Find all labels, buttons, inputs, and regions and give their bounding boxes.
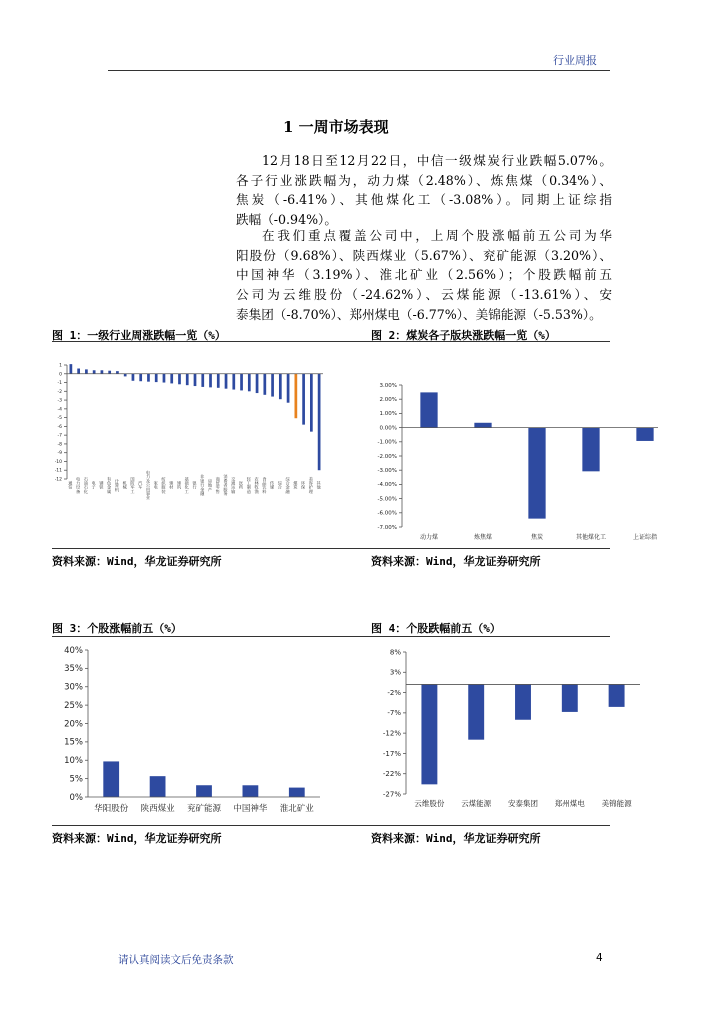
bar	[77, 369, 80, 374]
y-tick-label: 0	[59, 372, 62, 378]
bar	[201, 374, 204, 387]
figure-row-1-bottom-rule	[52, 548, 610, 549]
y-tick-label: 30%	[64, 682, 83, 693]
bar	[515, 684, 531, 719]
figure-1-title: 图 1：一级行业周涨跌幅一览（%）	[52, 329, 226, 342]
figure-4-title: 图 4：个股跌幅前五（%）	[371, 622, 501, 635]
y-tick-label: -17%	[382, 749, 401, 758]
y-tick-label: -22%	[382, 770, 401, 779]
paragraph-line: 公司为云维股份（-24.62%）、云煤能源（-13.61%）、安	[236, 287, 612, 303]
bar	[232, 374, 235, 390]
bar	[225, 374, 228, 389]
category-label: 其他	[316, 480, 322, 490]
category-label: 非银行金融	[200, 474, 206, 496]
bar	[194, 374, 197, 386]
paragraph-line: 阳股份（9.68%）、陕西煤业（5.67%）、兖矿能源（3.20%）、	[236, 247, 612, 263]
section-title: 1 一周市场表现	[283, 118, 389, 136]
y-tick-label: -9	[57, 451, 62, 457]
y-tick-label: 10%	[64, 756, 83, 767]
bar	[150, 776, 166, 797]
bar	[420, 392, 437, 427]
y-tick-label: -11	[55, 468, 62, 474]
y-tick-label: 35%	[64, 664, 83, 675]
bar	[163, 374, 166, 383]
category-label: 轻工制造	[246, 476, 252, 494]
category-label: 通信	[68, 480, 74, 490]
category-label: 华阳股份	[94, 804, 129, 814]
bar	[70, 364, 73, 374]
y-tick-label: -12	[55, 477, 62, 483]
category-label: 焦炭	[530, 534, 544, 541]
category-label: 安泰集团	[508, 799, 538, 808]
bar	[248, 374, 251, 392]
bar	[256, 374, 259, 393]
y-tick-label: 0%	[69, 792, 83, 803]
category-label: 兖矿能源	[186, 804, 222, 814]
y-tick-label: -2	[57, 389, 62, 395]
y-tick-label: -8	[57, 442, 62, 448]
category-label: 基础化工	[184, 476, 190, 494]
category-label: 房地产	[208, 478, 214, 492]
bar	[318, 374, 321, 470]
bar	[93, 370, 96, 374]
figure-2-source: 资料来源：Wind，华龙证券研究所	[371, 555, 541, 568]
bar	[178, 374, 181, 385]
paragraph-line: 泰集团（-8.70%）、郑州煤电（-6.77%）、美锦能源（-5.53%）。	[236, 306, 602, 322]
bar	[468, 684, 484, 739]
paragraph-line: 各子行业涨跌幅为，动力煤（2.48%）、炼焦煤（0.34%）、	[236, 172, 612, 188]
category-label: 动力煤	[419, 534, 439, 541]
y-tick-label: -3	[57, 398, 62, 404]
bar	[217, 374, 220, 388]
paragraph-line: 跌幅（-0.94%）。	[236, 212, 337, 228]
category-label: 建材	[169, 480, 175, 490]
y-tick-label: -7	[57, 433, 62, 439]
y-tick-label: -5.00%	[377, 496, 397, 503]
figure-1-source: 资料来源：Wind，华龙证券研究所	[52, 555, 222, 568]
y-tick-label: 20%	[64, 719, 83, 730]
bar	[85, 369, 88, 373]
y-tick-label: 8%	[389, 648, 401, 657]
category-label: 建筑	[176, 480, 182, 490]
category-label: 计算机	[114, 478, 120, 492]
category-label: 农林牧渔	[254, 476, 260, 494]
bar	[582, 428, 599, 472]
category-label: 消费者服务	[223, 474, 229, 496]
y-tick-label: 25%	[64, 700, 83, 711]
y-tick-label: -12%	[382, 729, 401, 738]
bar	[147, 374, 150, 382]
y-tick-label: 1	[59, 363, 62, 369]
y-tick-label: 5%	[69, 774, 83, 785]
figure-3-source: 资料来源：Wind，华龙证券研究所	[52, 832, 222, 845]
category-label: 电子	[91, 480, 97, 490]
bar	[287, 374, 290, 403]
category-label: 商贸零售	[215, 476, 221, 494]
category-label: 中国神华	[233, 804, 268, 814]
category-label: 美容护理	[308, 476, 314, 494]
figure-3-chart	[52, 642, 352, 822]
paragraph-1	[236, 151, 612, 230]
bar	[421, 684, 437, 784]
bar	[170, 374, 173, 384]
bar	[528, 428, 545, 519]
paragraph-line: 在我们重点覆盖公司中，上周个股涨幅前五公司为华	[262, 228, 612, 243]
y-tick-label: -2.00%	[377, 453, 397, 460]
bar	[139, 374, 142, 381]
paragraph-line: 12月18日至12月22日，中信一级煤炭行业跌幅5.07%。	[262, 153, 612, 168]
category-label: 郑州煤电	[554, 799, 585, 808]
figure-4-source: 资料来源：Wind，华龙证券研究所	[371, 832, 541, 845]
y-tick-label: 15%	[64, 737, 83, 748]
paragraph-line: 中国神华（3.19%）、淮北矿业（2.56%）；个股跌幅前五	[236, 267, 612, 283]
y-tick-label: -1.00%	[377, 439, 397, 446]
figure-4-chart	[368, 644, 658, 824]
y-tick-label: -7.00%	[377, 524, 397, 531]
bar	[310, 374, 313, 432]
category-label: 综合金融	[285, 476, 291, 494]
bar	[243, 785, 259, 797]
bar	[240, 374, 243, 391]
y-tick-label: -4	[57, 407, 62, 413]
y-tick-label: 0.00%	[379, 425, 397, 432]
category-label: 电力设备	[76, 476, 82, 494]
y-tick-label: 3.00%	[379, 382, 397, 389]
category-label: 汽车	[138, 480, 144, 490]
bar	[263, 374, 266, 395]
category-label: 家电	[153, 480, 159, 490]
category-label: 食品饮料	[262, 476, 268, 494]
bar	[108, 371, 111, 374]
figure-2-chart	[368, 375, 658, 545]
bar	[196, 785, 212, 797]
category-label: 交通运输	[231, 476, 237, 494]
category-label: 上证综指	[632, 534, 658, 541]
bar	[474, 423, 491, 428]
y-tick-label: -3.00%	[377, 468, 397, 475]
y-tick-label: -4.00%	[377, 482, 397, 489]
figure-row-1-top-rule	[52, 341, 610, 342]
category-label: 银行	[192, 480, 198, 490]
figure-row-2-top-rule	[52, 636, 610, 637]
bar	[101, 370, 104, 374]
category-label: 陕西煤业	[140, 804, 175, 814]
bar	[271, 374, 274, 397]
category-label: 淮北矿业	[279, 804, 314, 814]
paragraph-line: 焦炭（-6.41%）、其他煤化工（-3.08%）。同期上证综指	[236, 192, 612, 208]
y-tick-label: -2%	[387, 688, 401, 697]
bar	[186, 374, 189, 385]
y-tick-label: -6	[57, 424, 62, 430]
report-type-label: 行业周报	[553, 54, 597, 67]
bar	[302, 374, 305, 425]
category-label: 综合	[277, 480, 283, 490]
y-tick-label: 40%	[64, 645, 83, 656]
bar	[562, 684, 578, 711]
category-label: 电力及公用事业	[145, 470, 151, 500]
y-tick-label: -6.00%	[377, 510, 397, 517]
bar	[209, 374, 212, 388]
y-tick-label: -5	[57, 416, 62, 422]
category-label: 炼焦煤	[473, 534, 493, 541]
category-label: 煤炭	[293, 480, 299, 490]
figure-3-title: 图 3：个股涨幅前五（%）	[52, 622, 182, 635]
category-label: 有色金属	[107, 476, 113, 494]
bar	[132, 374, 135, 381]
bar	[279, 374, 282, 399]
header-rule	[108, 70, 610, 71]
y-tick-label: -1	[57, 381, 62, 387]
category-label: 机械	[122, 480, 128, 490]
category-label: 纺织服装	[161, 476, 167, 494]
y-tick-label: 1.00%	[379, 411, 397, 418]
bar	[636, 428, 653, 441]
category-label: 云维股份	[414, 799, 445, 808]
category-label: 国防军工	[130, 476, 136, 494]
category-label: 传媒	[270, 480, 276, 490]
page-number: 4	[596, 952, 603, 964]
bar	[289, 788, 305, 797]
category-label: 钢铁	[99, 480, 105, 490]
figure-1-chart	[55, 357, 333, 517]
paragraph-2	[236, 226, 612, 325]
bar	[294, 374, 297, 418]
category-label: 其他煤化工	[575, 534, 607, 541]
category-label: 环保	[301, 480, 307, 490]
footer-disclaimer: 请认真阅读文后免责条款	[118, 954, 234, 966]
figure-row-2-bottom-rule	[52, 825, 610, 826]
bar	[103, 761, 119, 797]
category-label: 云煤能源	[461, 799, 492, 808]
category-label: 医药	[239, 480, 245, 490]
y-tick-label: -10	[55, 459, 62, 465]
y-tick-label: 2.00%	[379, 397, 397, 404]
category-label: 石油石化	[83, 476, 89, 494]
y-tick-label: 3%	[389, 668, 401, 677]
bar	[609, 684, 625, 706]
y-tick-label: -7%	[387, 709, 401, 718]
bar	[155, 374, 158, 382]
y-tick-label: -27%	[382, 790, 401, 799]
figure-2-title: 图 2：煤炭各子版块涨跌幅一览（%）	[371, 329, 556, 342]
category-label: 美锦能源	[601, 799, 632, 808]
